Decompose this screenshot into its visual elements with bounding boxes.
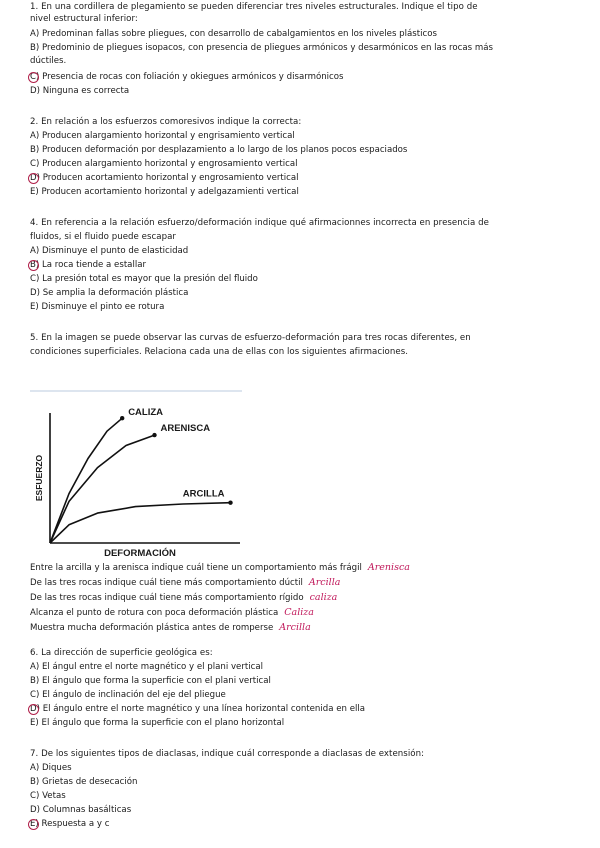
q6-option-d <box>30 704 365 715</box>
answer-circle-mark <box>28 260 39 271</box>
q6-option-d-text: D) El ángulo entre el norte magnético y una línea horizontal contenida en ella <box>30 704 366 714</box>
chart-series <box>50 416 233 543</box>
q5-stem-line1: 5. En la imagen se puede observar las curvas de esfuerzo-deformación para tres rocas diferentes, en <box>30 333 471 343</box>
series-end-point-arcilla <box>228 501 232 505</box>
q5-statement-5-text: Muestra mucha deformación plástica antes de romperse <box>30 623 274 633</box>
q5-answer-3: caliza <box>309 592 338 603</box>
answer-circle-mark <box>28 72 39 83</box>
series-label-caliza: CALIZA <box>128 407 164 419</box>
q7-option-a: A) Diques <box>30 763 72 773</box>
q2-option-a: A) Producen alargamiento horizontal y engrisamiento vertical <box>30 131 295 141</box>
series-label-arcilla: ARCILLA <box>182 488 225 500</box>
q1-option-c-text: C) Presencia de rocas con foliación y okiegues armónicos y disarmónicos <box>30 72 344 82</box>
answer-circle-mark <box>28 704 39 715</box>
q5-stem-line2: condiciones superficiales. Relaciona cada una de ellas con los siguientes afirmaciones. <box>30 347 409 357</box>
q4-option-a: A) Disminuye el punto de elasticidad <box>30 246 189 256</box>
q6-option-a: A) El ángul entre el norte magnético y el plani vertical <box>30 662 263 672</box>
q7-option-c: C) Vetas <box>30 791 66 801</box>
q5-statement-2 <box>30 577 340 589</box>
q2-option-e: E) Producen acortamiento horizontal y adelgazamienti vertical <box>30 187 299 197</box>
q5-statement-1-text: Entre la arcilla y la arenisca indique cuál tiene un comportamiento más frágil <box>30 563 362 573</box>
q4-option-e: E) Disminuye el pinto ee rotura <box>30 302 165 312</box>
q5-statement-3-text: De las tres rocas indique cuál tiene más comportamiento rígido <box>30 593 304 603</box>
series-end-point-caliza <box>120 416 124 420</box>
figure-divider <box>30 390 242 392</box>
q1-option-b-line1: B) Predominio de pliegues isopacos, con presencia de pliegues armónicos y desarmónicos en las rocas más <box>30 43 493 53</box>
q4-stem-line1: 4. En referencia a la relación esfuerzo/deformación indique qué afirmacionnes incorrecta en presencia de <box>30 218 489 228</box>
series-line-arcilla <box>50 503 231 543</box>
q1-option-b-line2: dúctiles. <box>30 56 67 66</box>
q5-answer-2: Arcilla <box>308 577 341 588</box>
answer-circle-mark <box>28 173 39 184</box>
q2-option-d-text: D) Producen acortamiento horizontal y engrosamiento vertical <box>30 173 299 183</box>
series-label-arenisca: ARENISCA <box>160 423 211 435</box>
q5-statement-4-text: Alcanza el punto de rotura con poca deformación plástica <box>30 608 279 618</box>
q2-option-c: C) Producen alargamiento horizontal y engrosamiento vertical <box>30 159 298 169</box>
chart-axes <box>50 413 240 543</box>
q2-stem: 2. En relación a los esfuerzos comoresivos indique la correcta: <box>30 117 302 127</box>
q4-option-b <box>30 260 146 271</box>
chart-labels <box>34 407 225 559</box>
q5-statement-2-text: De las tres rocas indique cuál tiene más comportamiento dúctil <box>30 578 303 588</box>
q6-stem: 6. La dirección de superficie geológica es: <box>30 648 213 658</box>
q2-option-d <box>30 173 299 184</box>
q5-statement-5 <box>30 622 311 634</box>
q4-stem-line2: fluidos, si el fluido puede escapar <box>30 232 177 242</box>
q2-option-b: B) Producen deformación por desplazamiento a lo largo de los planos pocos espaciados <box>30 145 408 155</box>
q1-option-c <box>30 72 344 83</box>
q7-option-e-text: E) Respuesta a y c <box>30 819 110 829</box>
q4-option-b-text: B) La roca tiende a estallar <box>30 260 147 270</box>
q5-answer-1: Arenisca <box>367 562 410 573</box>
series-line-arenisca <box>50 435 155 543</box>
q5-statement-4 <box>30 607 314 619</box>
q7-option-b: B) Grietas de desecación <box>30 777 138 787</box>
x-axis-label: DEFORMACIÓN <box>104 548 176 559</box>
answer-circle-mark <box>28 819 39 830</box>
q7-option-d: D) Columnas basálticas <box>30 805 132 815</box>
q4-option-d: D) Se amplia la deformación plástica <box>30 288 189 298</box>
q1-option-a: A) Predominan fallas sobre pliegues, con desarrollo de cabalgamientos en los niveles plásticos <box>30 29 437 39</box>
q5-statement-3 <box>30 592 337 604</box>
stress-strain-chart <box>30 396 260 566</box>
q6-option-c: C) El ángulo de inclinación del eje del pliegue <box>30 690 226 700</box>
series-end-point-arenisca <box>152 433 156 437</box>
q1-stem-line1: 1. En una cordillera de plegamiento se pueden diferenciar tres niveles estructurales. Indique el tipo de <box>30 2 478 12</box>
q5-answer-5: Arcilla <box>279 622 311 633</box>
q7-option-e <box>30 819 109 830</box>
y-axis-label: ESFUERZO <box>34 454 44 502</box>
q1-stem-line2: nivel estructural inferior: <box>30 14 138 24</box>
q1-option-d: D) Ninguna es correcta <box>30 86 130 96</box>
q6-option-b: B) El ángulo que forma la superficie con el plani vertical <box>30 676 271 686</box>
q6-option-e: E) El ángulo que forma la superficie con el plano horizontal <box>30 718 285 728</box>
q7-stem: 7. De los siguientes tipos de diaclasas, indique cuál corresponde a diaclasas de extensión: <box>30 749 425 759</box>
q5-statement-1 <box>30 562 410 574</box>
q5-answer-4: Caliza <box>284 607 314 618</box>
q4-option-c: C) La presión total es mayor que la presión del fluido <box>30 274 258 284</box>
